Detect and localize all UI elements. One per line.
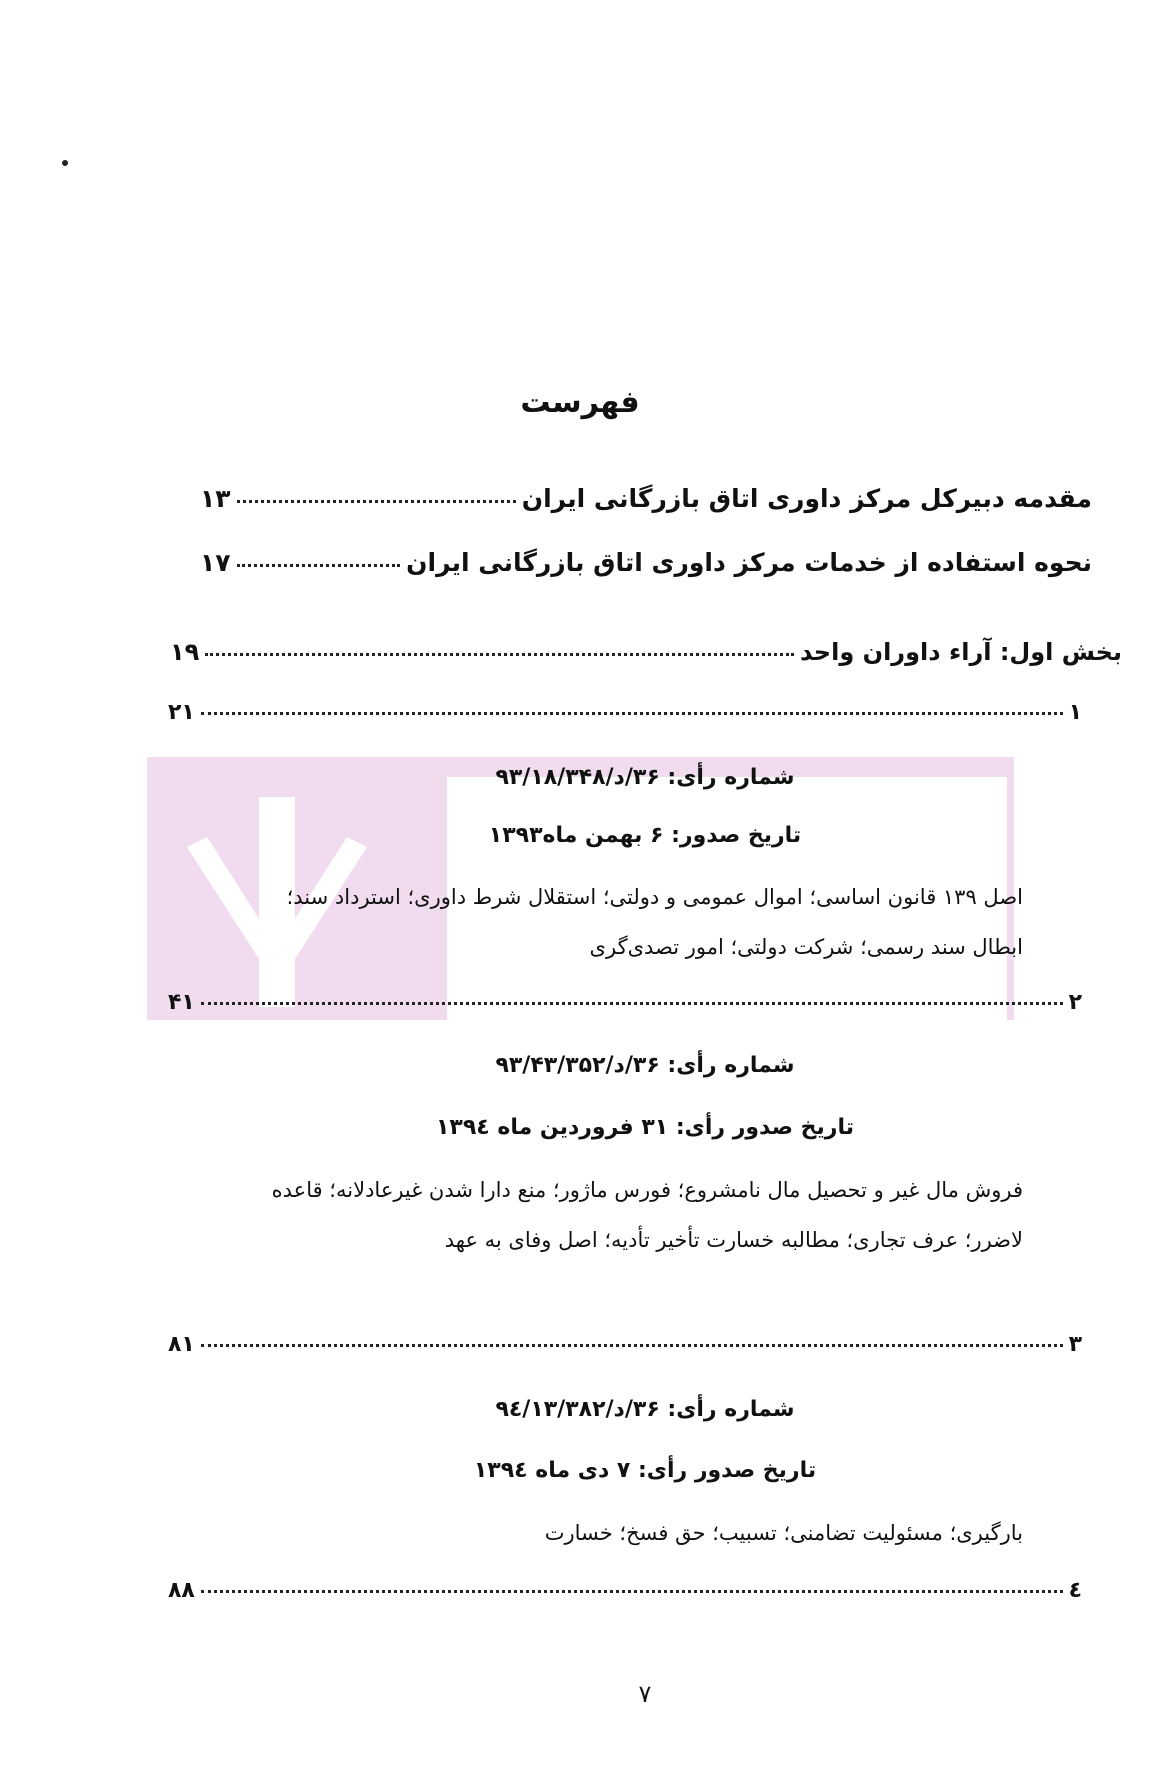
ruling-date: تاریخ صدور رأی: ۳۱ فروردین ماه ۱۳۹٤ bbox=[436, 1115, 854, 1140]
dot-leader bbox=[201, 1344, 1063, 1347]
ruling-number: شماره رأی: ۳۶/د/۹٤/۱۳/۳۸۲ bbox=[495, 1397, 795, 1422]
toc-label: نحوه استفاده از خدمات مرکز داوری اتاق بازرگانی ایران bbox=[406, 548, 1092, 577]
dot-leader bbox=[237, 564, 401, 567]
dot-leader bbox=[201, 1590, 1063, 1593]
ruling-number: شماره رأی: ۳۶/د/۹۳/۱۸/۳۴۸ bbox=[495, 765, 795, 790]
ruling-date: تاریخ صدور: ۶ بهمن ماه۱۳۹۳ bbox=[488, 823, 802, 848]
toc-page: ۱۷ bbox=[200, 548, 231, 577]
entry-number: ۳ bbox=[1068, 1332, 1082, 1357]
toc-entry-2[interactable] bbox=[168, 990, 1082, 1015]
entry-page: ۸۱ bbox=[168, 1332, 195, 1357]
ruling-number: شماره رأی: ۳۶/د/۹۳/۴۳/۳۵۲ bbox=[495, 1053, 795, 1078]
entry-number: ۲ bbox=[1068, 990, 1082, 1015]
scan-speck bbox=[62, 160, 68, 166]
toc-page: ۱۳ bbox=[200, 484, 231, 513]
ruling-keywords: بارگیری؛ مسئولیت تضامنی؛ تسبیب؛ حق فسخ؛ خسارت bbox=[544, 1521, 1023, 1545]
toc-entry-usage[interactable] bbox=[200, 548, 1092, 577]
section-page: ۱۹ bbox=[170, 638, 200, 666]
dot-leader bbox=[201, 712, 1063, 715]
section-label: بخش اول: آراء داوران واحد bbox=[799, 638, 1122, 666]
dot-leader bbox=[237, 500, 516, 503]
toc-entry-4[interactable] bbox=[168, 1578, 1082, 1603]
ruling-keywords: اصل ۱۳۹ قانون اساسی؛ اموال عمومی و دولتی؛ استقلال شرط داوری؛ استرداد سند؛ ابطال سند رسمی؛ شرکت دولتی؛ امور تصدی‌گری bbox=[286, 885, 1023, 959]
toc-entry-1[interactable] bbox=[168, 700, 1082, 725]
entry-page: ۲۱ bbox=[168, 700, 195, 725]
toc-section-1[interactable] bbox=[170, 638, 1122, 666]
ruling-keywords: فروش مال غیر و تحصیل مال نامشروع؛ فورس ماژور؛ منع دارا شدن غیرعادلانه؛ قاعده لاضرر؛ عرف تجاری؛ مطالبه خسارت تأخیر تأدیه؛ اصل وفای به عهد bbox=[271, 1178, 1023, 1252]
page-number: ۷ bbox=[638, 1680, 652, 1708]
entry-page: ۴۱ bbox=[168, 990, 195, 1015]
entry-number: ٤ bbox=[1068, 1578, 1082, 1603]
entry-number: ۱ bbox=[1068, 700, 1082, 725]
toc-entry-intro[interactable] bbox=[200, 484, 1092, 513]
dot-leader bbox=[205, 653, 794, 656]
toc-entry-3[interactable] bbox=[168, 1332, 1082, 1357]
toc-label: مقدمه دبیرکل مرکز داوری اتاق بازرگانی ایران bbox=[521, 484, 1092, 513]
ruling-date: تاریخ صدور رأی: ۷ دی ماه ۱۳۹٤ bbox=[473, 1458, 817, 1483]
page-title: فهرست bbox=[520, 385, 640, 420]
dot-leader bbox=[201, 1002, 1063, 1005]
entry-page: ۸۸ bbox=[168, 1578, 195, 1603]
